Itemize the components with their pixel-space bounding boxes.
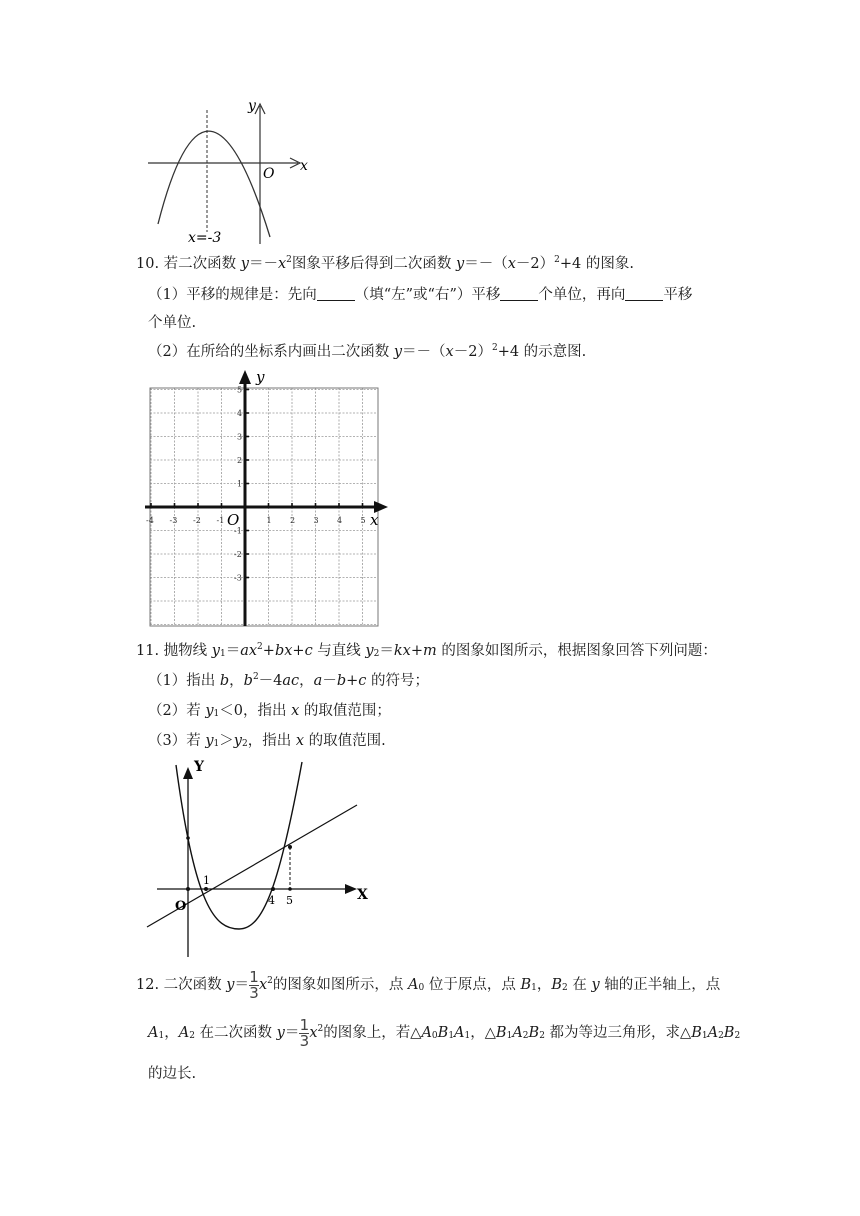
x-tick-label: 5 xyxy=(360,516,366,525)
y-tick-label: -1 xyxy=(234,526,242,536)
y-tick-label: 2 xyxy=(237,456,243,465)
y-tick-label: -2 xyxy=(234,550,242,559)
x-tick-label: 4 xyxy=(337,516,343,525)
fig2-x-label: x xyxy=(370,511,379,529)
q11-part1: （1）指出 b，$b^2-4ac$，a－b+c 的符号； xyxy=(148,672,430,689)
answer-blank[interactable] xyxy=(625,286,663,301)
fig2-y-label: y xyxy=(256,368,265,386)
q11-stem: 11. 抛物线 $y_1=ax^2+bx+c$ 与直线 $y_2=kx+m$ 的图象如图所示，根据图象回答下列问题： xyxy=(136,642,717,659)
fig3-tick-1: 1 xyxy=(203,874,210,887)
q12-number: 12. xyxy=(136,977,160,993)
y-tick-label: 3 xyxy=(237,432,243,442)
y-tick-label: -3 xyxy=(234,573,242,583)
answer-blank[interactable] xyxy=(317,286,355,301)
fraction-one-third: $\frac{1}{3}$ xyxy=(299,1015,310,1050)
q12-line2: $A_1$，$A_2$ 在二次函数 y＝ $\frac{1}{3}$ $x^2$的图象上，若$\triangle A_0B_1A_1$，$\triangle B_1A_2B_2$ 都为等边三角形，求$\triangle B_1A_2B_2$ xyxy=(148,1015,741,1050)
figure-parabola-vertex xyxy=(140,92,320,247)
y-tick-label: 4 xyxy=(237,409,243,418)
q11-part3: （3）若 $y_1>y_2$，指出 x 的取值范围. xyxy=(148,733,386,749)
x-tick-label: -2 xyxy=(193,516,201,525)
fig1-x-label: x xyxy=(300,158,308,174)
q10-part1-cont: 个单位. xyxy=(148,315,197,331)
y-tick-label: 5 xyxy=(237,385,243,395)
figure-coordinate-grid[interactable] xyxy=(140,368,390,632)
q12-line3: 的边长. xyxy=(148,1066,197,1082)
x-tick-label: 2 xyxy=(290,516,296,525)
fig3-y-label: Y xyxy=(194,759,204,775)
fig3-x-label: X xyxy=(357,887,368,903)
y-tick-label: 1 xyxy=(237,479,243,489)
x-tick-label: -3 xyxy=(169,516,178,525)
x-tick-label: -4 xyxy=(146,516,154,525)
fig2-origin-label: O xyxy=(227,511,240,529)
q10-stem: 10. 若二次函数 $y=-x^2$图象平移后得到二次函数 $y=-(x-2)^2+4$ 的图象. xyxy=(136,255,634,272)
fraction-one-third: $\frac{1}{3}$ xyxy=(249,967,259,1002)
fig3-tick-4: 4 xyxy=(268,894,275,907)
figure-parabola-and-line xyxy=(145,757,375,962)
x-tick-label: -1 xyxy=(216,516,225,525)
q11-part2: （2）若 $y_1<0$，指出 x 的取值范围； xyxy=(148,703,391,719)
q11-number: 11. xyxy=(136,643,160,659)
x-tick-label: 3 xyxy=(313,516,319,525)
answer-blank[interactable] xyxy=(500,286,538,301)
q10-part2: （2）在所给的坐标系内画出二次函数 $y=-(x-2)^2+4$ 的示意图. xyxy=(148,343,587,360)
fig3-origin-label: O xyxy=(175,899,187,914)
fig1-y-label: y xyxy=(248,98,256,114)
q10-number: 10. xyxy=(136,256,160,272)
fig1-origin-label: O xyxy=(263,166,275,182)
q12-line1: 12. 二次函数 y＝ $\frac{1}{3}$ $x^2$的图象如图所示，点 $A_0$ 位于原点，点 $B_1$，$B_2$ 在 y 轴的正半轴上，点 xyxy=(136,967,721,1002)
x-tick-label: 1 xyxy=(266,516,272,525)
fig1-axis-label: x=-3 xyxy=(188,230,222,246)
q10-part1: （1）平移的规律是：先向 （填“左”或“右”）平移 个单位，再向 平移 xyxy=(148,287,693,303)
fig3-tick-5: 5 xyxy=(286,894,293,907)
